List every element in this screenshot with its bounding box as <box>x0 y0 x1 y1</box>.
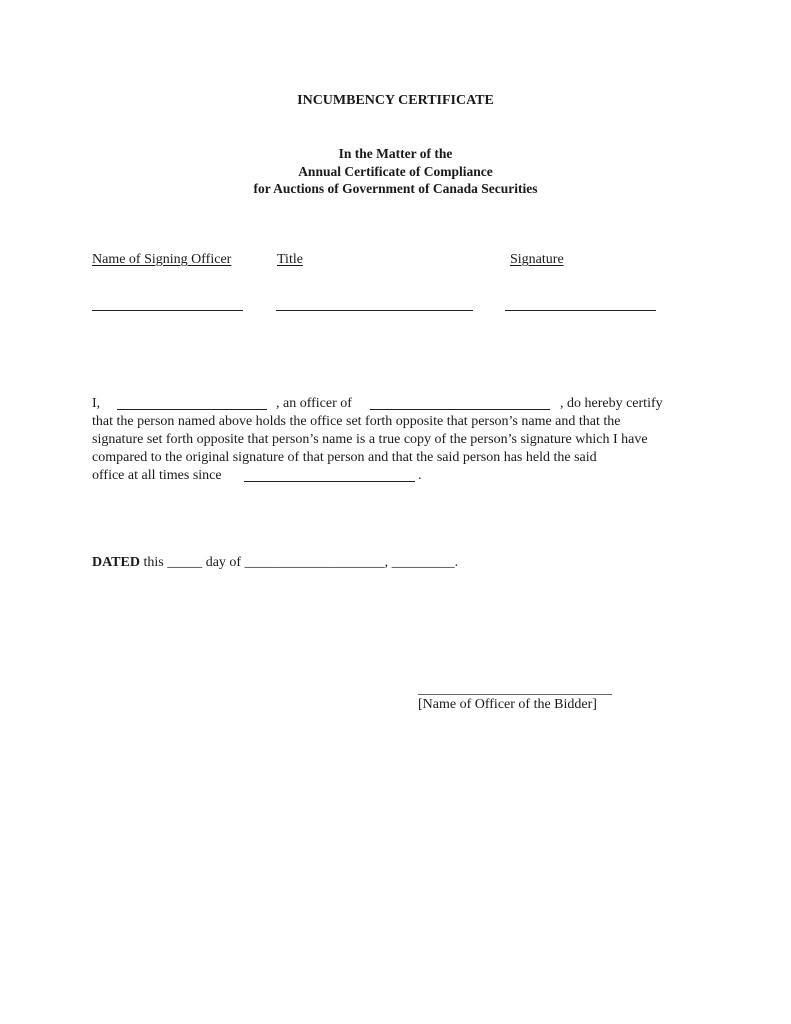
subtitle-line-2: Annual Certificate of Compliance <box>298 163 493 179</box>
certify-line-2: that the person named above holds the office set forth opposite that person’s name and that the <box>92 414 621 429</box>
dated-line <box>92 555 458 571</box>
certify-period: . <box>418 468 422 483</box>
company-name-blank[interactable] <box>370 409 550 410</box>
dated-label: DATED <box>92 555 140 570</box>
subtitle-line-3: for Auctions of Government of Canada Securities <box>253 181 538 196</box>
document-title: INCUMBENCY CERTIFICATE <box>297 93 494 108</box>
subtitle-line-1: In the Matter of the <box>338 146 453 161</box>
column-name-of-signing-officer: Name of Signing Officer <box>92 252 232 267</box>
certify-line-3: signature set forth opposite that person’s name is a true copy of the person’s signature which I have <box>92 432 648 447</box>
signing-officer-name-blank[interactable] <box>92 310 243 311</box>
certify-line-4: compared to the original signature of that person and that the said person has held the said <box>92 450 597 465</box>
signature-blank[interactable] <box>505 310 656 311</box>
dated-text: this _____ day of ____________________, _________. <box>139 555 459 570</box>
officer-signature-blank[interactable] <box>418 694 612 695</box>
certify-hereby: , do hereby certify <box>560 396 663 411</box>
title-blank[interactable] <box>276 310 473 311</box>
certify-i: I, <box>92 396 101 411</box>
certifier-name-blank[interactable] <box>117 409 267 410</box>
since-date-blank[interactable] <box>244 481 415 482</box>
certify-line-5: office at all times since <box>92 468 222 483</box>
column-title: Title <box>277 252 303 267</box>
certify-officer-of: , an officer of <box>276 396 352 411</box>
officer-label: [Name of Officer of the Bidder] <box>418 697 597 712</box>
column-signature: Signature <box>510 252 564 267</box>
